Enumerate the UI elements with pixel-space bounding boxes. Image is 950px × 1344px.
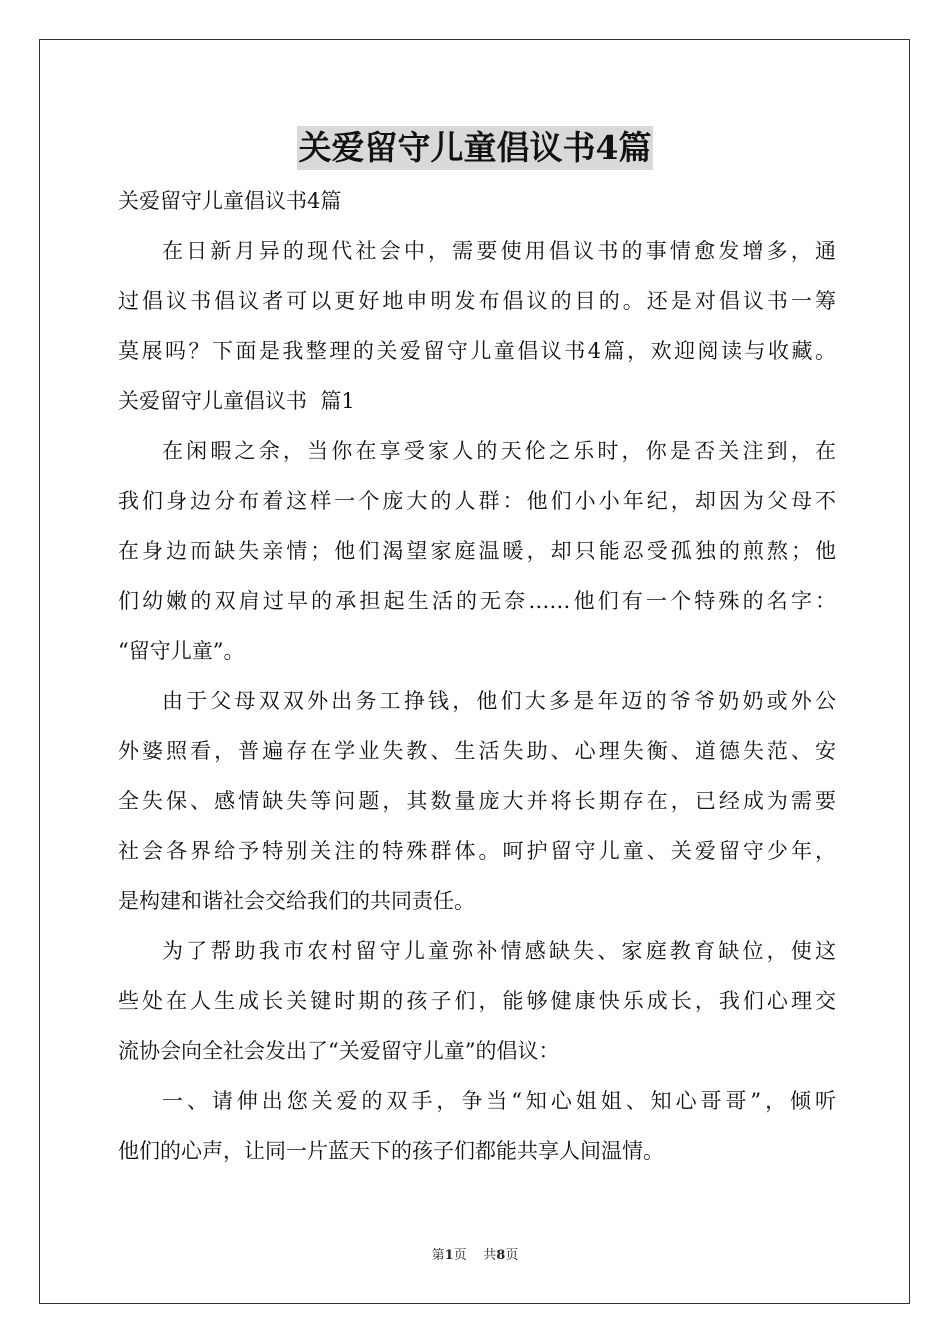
total-prefix: 共 (483, 1248, 497, 1263)
paragraph-1 (118, 426, 836, 676)
page-number: 1 (444, 1248, 454, 1263)
page-footer (0, 1244, 950, 1263)
paragraph-line: 些处在人生成长关键时期的孩子们，能够健康快乐成长，我们心理交 (118, 989, 836, 1013)
document-title: 关爱留守儿童倡议书4篇 (297, 126, 654, 170)
total-suffix: 页 (505, 1248, 519, 1263)
paragraph-line: 社会各界给予特别关注的特殊群体。呵护留守儿童、关爱留守少年， (118, 839, 836, 863)
paragraph-line: 我们身边分布着这样一个庞大的人群：他们小小年纪，却因为父母不 (118, 489, 836, 513)
paragraph-line: 流协会向全社会发出了“关爱留守儿童”的倡议： (118, 1039, 560, 1063)
page-prefix: 第 (431, 1248, 445, 1263)
document-subtitle: 关爱留守儿童倡议书4篇 (118, 189, 342, 213)
paragraph-line: 由于父母双双外出务工挣钱，他们大多是年迈的爷爷奶奶或外公 (162, 689, 836, 713)
paragraph-2 (118, 676, 836, 926)
paragraph-line: 他们的心声，让同一片蓝天下的孩子们都能共享人间温情。 (118, 1139, 664, 1163)
paragraph-3 (118, 926, 836, 1076)
paragraph-line: 外婆照看，普遍存在学业失教、生活失助、心理失衡、道德失范、安 (118, 739, 836, 763)
paragraph-4 (118, 1076, 836, 1176)
paragraph-line: 们幼嫩的双肩过早的承担起生活的无奈……他们有一个特殊的名字： (118, 589, 836, 613)
paragraph-line: 过倡议书倡议者可以更好地申明发布倡议的目的。还是对倡议书一筹 (118, 289, 836, 313)
paragraph-line: 在闲暇之余，当你在享受家人的天伦之乐时，你是否关注到，在 (162, 439, 836, 463)
paragraph-line: 在身边而缺失亲情；他们渴望家庭温暖，却只能忍受孤独的煎熬；他 (118, 539, 836, 563)
total-pages: 8 (496, 1248, 506, 1263)
document-body (118, 176, 836, 1176)
intro-paragraph (118, 226, 836, 376)
title-container (0, 126, 950, 170)
paragraph-line: 全失保、感情缺失等问题，其数量庞大并将长期存在，已经成为需要 (118, 789, 836, 813)
paragraph-line: 为了帮助我市农村留守儿童弥补情感缺失、家庭教育缺位，使这 (162, 939, 836, 963)
paragraph-line: 在日新月异的现代社会中，需要使用倡议书的事情愈发增多，通 (162, 239, 836, 263)
section-heading: 关爱留守儿童倡议书 篇1 (118, 389, 355, 413)
paragraph-line: 一、请伸出您关爱的双手，争当“知心姐姐、知心哥哥”，倾听 (162, 1089, 836, 1113)
paragraph-line: 莫展吗？下面是我整理的关爱留守儿童倡议书4篇，欢迎阅读与收藏。 (118, 339, 836, 363)
paragraph-line: 是构建和谐社会交给我们的共同责任。 (118, 889, 475, 913)
paragraph-line: “留守儿童”。 (118, 639, 245, 663)
page-suffix: 页 (453, 1248, 467, 1263)
